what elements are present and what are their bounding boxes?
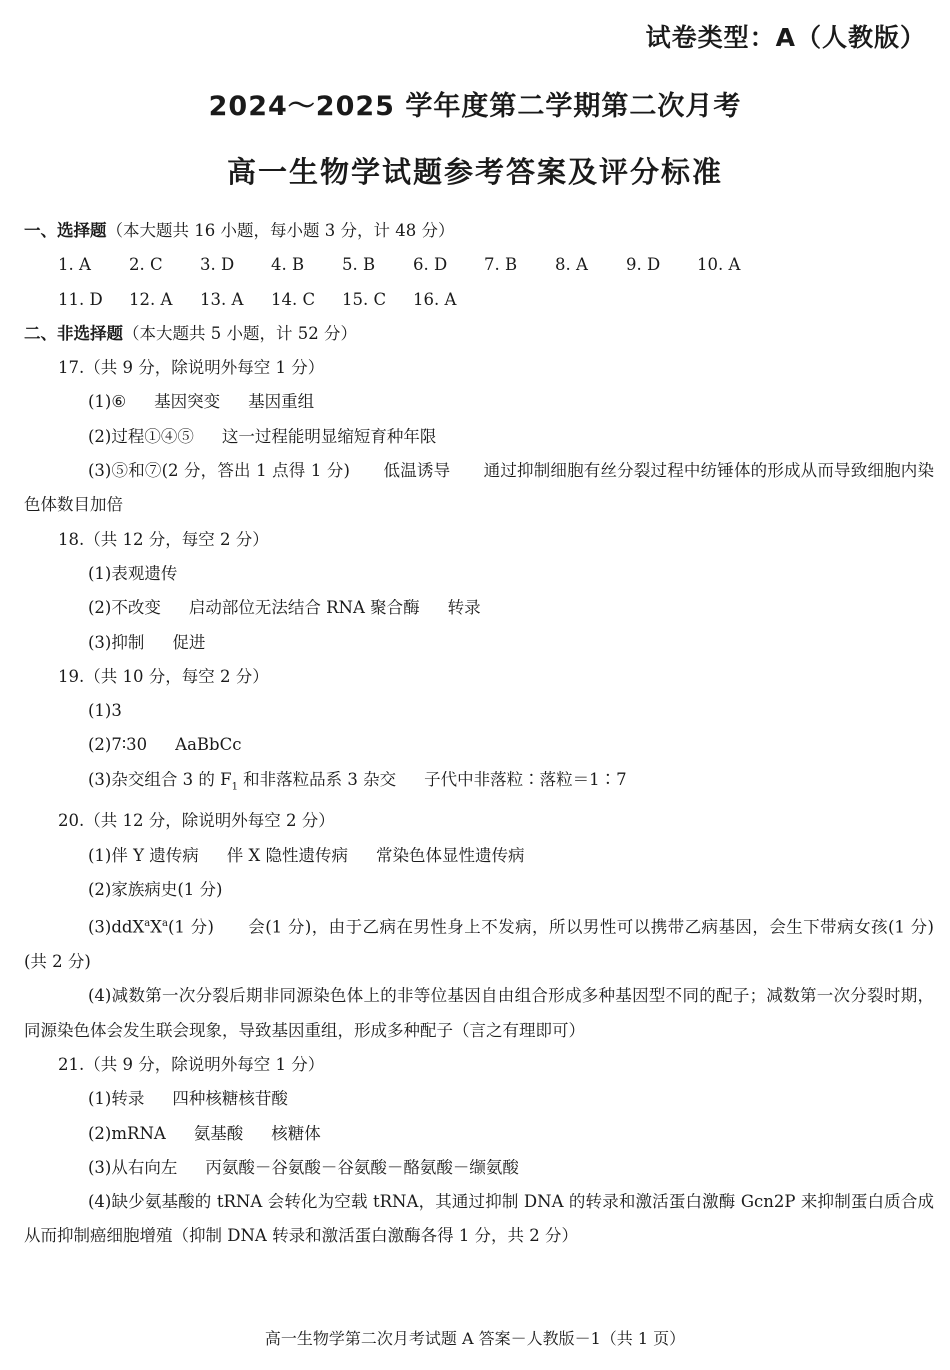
q18-answer-1: (1)表观遗传 <box>88 563 178 583</box>
mcq-answer: 1. A <box>58 255 91 275</box>
mcq-answer: 12. A <box>129 289 173 309</box>
q20-answer-2: (2)家族病史(1 分) <box>88 879 223 899</box>
section1-heading: 一、选择题（本大题共 16 小题，每小题 3 分，计 48 分） <box>24 221 455 240</box>
mcq-answer: 8. A <box>555 255 588 275</box>
q21-answer-3: (3)从右向左 丙氨酸－谷氨酸－谷氨酸－酪氨酸－缬氨酸 <box>88 1157 519 1177</box>
q21-answer-4: (4)缺少氨基酸的 tRNA 会转化为空载 tRNA，其通过抑制 DNA 的转录和激活蛋白激酶 Gcn2P 来抑制蛋白质合成从而抑制癌细胞增殖（抑制 DNA 转录和激活蛋白激酶各得 1 分，共 2 分） <box>24 1192 934 1246</box>
q18-answer-3: (3)抑制 促进 <box>88 632 206 652</box>
mcq-answer: 2. C <box>129 255 163 275</box>
mcq-answer: 3. D <box>200 255 235 275</box>
q21-answer-1: (1)转录 四种核糖核苷酸 <box>88 1089 288 1109</box>
q20-answer-3: $(3)ddX^aX^a(1$ 分) 会(1 分)，由于乙病在男性身上不发病，所以男性可以携带乙病基因，会生下带病女孩(1 分)(共 2 分) <box>24 917 934 972</box>
mcq-answer: 10. A <box>697 255 741 275</box>
answer-content <box>24 214 934 1254</box>
mcq-answers-row1 <box>24 248 934 282</box>
q18-heading: 18.（共 12 分，每空 2 分） <box>58 529 269 549</box>
mcq-answer: 4. B <box>271 255 305 275</box>
mcq-answer: 13. A <box>200 289 244 309</box>
mcq-answer: 5. B <box>342 255 376 275</box>
q21-answer-2: (2)mRNA 氨基酸 核糖体 <box>88 1123 321 1143</box>
q17-answer-3: (3)⑤和⑦(2 分，答出 1 点得 1 分) 低温诱导 通过抑制细胞有丝分裂过程中纺锤体的形成从而导致细胞内染色体数目加倍 <box>24 461 934 515</box>
mcq-answer: 7. B <box>484 255 518 275</box>
q17-answer-1: (1)⑥ 基因突变 基因重组 <box>88 392 315 412</box>
q18-answer-2: (2)不改变 启动部位无法结合 RNA 聚合酶 转录 <box>88 598 481 618</box>
q20-heading: 20.（共 12 分，除说明外每空 2 分） <box>58 811 335 831</box>
mcq-answer: 11. D <box>58 289 103 309</box>
mcq-answer: 14. C <box>271 289 316 309</box>
q19-answer-3: (3)杂交组合 3 的 $F_1$ 和非落粒品系 3 杂交 子代中非落粒∶落粒＝1∶7 <box>88 769 627 793</box>
q20-answer-4: (4)减数第一次分裂后期非同源染色体上的非等位基因自由组合形成多种基因型不同的配子；减数第一次分裂时期，同源染色体会发生联会现象，导致基因重组，形成多种配子（言之有理即可） <box>24 986 934 1040</box>
q21-heading: 21.（共 9 分，除说明外每空 1 分） <box>58 1054 325 1074</box>
page-footer: 高一生物学第二次月考试题 A 答案－人教版－1（共 1 页） <box>264 1329 686 1348</box>
mcq-answer: 15. C <box>342 289 387 309</box>
q17-answer-2: (2)过程①④⑤ 这一过程能明显缩短育种年限 <box>88 426 437 446</box>
exam-title: 2024～2025 学年度第二学期第二次月考 <box>208 91 742 122</box>
answer-key-title: 高一生物学试题参考答案及评分标准 <box>226 155 723 189</box>
mcq-answer: 6. D <box>413 255 448 275</box>
section2-heading: 二、非选择题（本大题共 5 小题，计 52 分） <box>24 323 357 343</box>
mcq-answer: 16. A <box>413 289 457 309</box>
q19-heading: 19.（共 10 分，每空 2 分） <box>58 666 269 686</box>
mcq-answers-row2 <box>24 283 934 317</box>
q17-heading: 17.（共 9 分，除说明外每空 1 分） <box>58 358 325 378</box>
paper-type-label: 试卷类型：A（人教版） <box>645 23 926 52</box>
mcq-answer: 9. D <box>626 255 661 275</box>
q20-answer-1: (1)伴 Y 遗传病 伴 X 隐性遗传病 常染色体显性遗传病 <box>88 845 525 865</box>
q19-answer-1: (1)3 <box>88 701 122 721</box>
q19-answer-2: (2)7∶30 AaBbCc <box>88 735 242 755</box>
